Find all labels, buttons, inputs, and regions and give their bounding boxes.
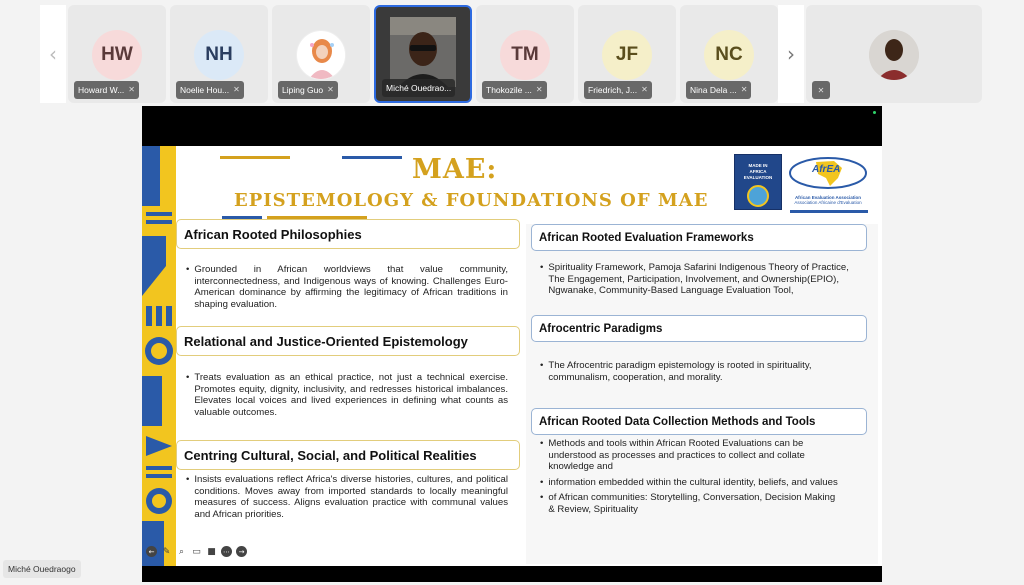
presentation-slide (142, 146, 882, 566)
participant-tile[interactable] (680, 5, 778, 103)
participant-name-tag: Liping Guo ✕ (278, 81, 338, 99)
mic-muted-icon: ✕ (740, 85, 748, 94)
section-heading: African Rooted Evaluation Frameworks (531, 224, 867, 251)
participant-strip (40, 5, 982, 103)
next-slide-icon[interactable]: → (236, 546, 247, 557)
participant-tile[interactable] (170, 5, 268, 103)
decorative-bar (220, 156, 290, 159)
next-participants-button[interactable] (778, 5, 804, 103)
participant-tile[interactable] (578, 5, 676, 103)
participant-tile[interactable] (68, 5, 166, 103)
section-body: • Treats evaluation as an ethical practice, not just a technical exercise. Promotes equity, dignity, inclusivity, and redresses historical imbalances. Elevates local voices and lived experiences in defining what counts as valuable outcomes. (186, 372, 508, 418)
captions-icon[interactable]: ▭ (192, 546, 201, 557)
mic-muted-icon: ✕ (233, 85, 240, 94)
decorative-bar (342, 156, 402, 159)
section-body: • Grounded in African worldviews that value community, interconnectedness, and Indigenous ways of knowing. Challenges Euro-American dominance by affirming the legitimacy of African traditions in shaping evaluation. (186, 264, 508, 310)
participant-name-tag: Noelie Hou... ✕ (176, 81, 244, 99)
more-options-icon[interactable]: ⋯ (223, 547, 230, 556)
section-heading: Afrocentric Paradigms (531, 315, 867, 342)
avatar: NC (704, 30, 754, 80)
previous-slide-icon[interactable]: ← (146, 546, 157, 557)
avatar-photo (869, 30, 919, 80)
section-heading: African Rooted Data Collection Methods and Tools (531, 408, 867, 435)
slide-subtitle: EPISTEMOLOGY & FOUNDATIONS OF MAE (234, 190, 709, 211)
participant-name-tag: Friedrich, J... ✕ (584, 81, 652, 99)
section-body: • Methods and tools within African Rooted Evaluations can be understood as processes and practices to collect and collate knowledge and • information embedded within the cultural identity, beliefs, and values • of African communities: Storytelling, Conversation, Decision Making & Review, Spirituality (540, 438, 838, 515)
mic-muted-icon: ✕ (812, 81, 830, 99)
participant-tile-active-speaker[interactable] (374, 5, 472, 103)
section-heading: African Rooted Philosophies (176, 219, 520, 249)
sharing-indicator-icon (873, 111, 876, 114)
video-icon[interactable]: ■ (207, 546, 216, 557)
zoom-icon[interactable]: ⌕ (178, 546, 185, 557)
decorative-bar (790, 210, 868, 213)
mic-muted-icon: ✕ (327, 85, 334, 94)
slide-title: MAE: (412, 154, 498, 185)
video-feed (390, 17, 456, 87)
section-body: • The Afrocentric paradigm epistemology is rooted in spirituality, communalism, cooperation, and morality. (540, 360, 812, 383)
pen-icon[interactable]: ✎ (162, 546, 171, 557)
participant-tile[interactable] (476, 5, 574, 103)
shared-screen (142, 106, 882, 582)
section-heading: Centring Cultural, Social, and Political Realities (176, 440, 520, 470)
mic-muted-icon: ✕ (535, 85, 543, 94)
african-pattern-border (142, 146, 176, 566)
section-heading: Relational and Justice-Oriented Epistemology (176, 326, 520, 356)
previous-participants-button[interactable] (40, 5, 66, 103)
chevron-left-icon: ‹ (49, 42, 57, 66)
avatar: TM (500, 30, 550, 80)
participant-name-tag: Thokozile ... ✕ (482, 81, 547, 99)
avatar-photo (296, 30, 346, 80)
made-in-africa-evaluation-logo: MADE IN AFRICA EVALUATION (734, 154, 782, 210)
avatar: HW (92, 30, 142, 80)
participant-name-tag: Nina Dela ... ✕ (686, 81, 751, 99)
avatar: NH (194, 30, 244, 80)
presenter-name-label: Miché Ouedraogo (3, 560, 81, 578)
chevron-right-icon: › (787, 42, 795, 66)
avatar: JF (602, 30, 652, 80)
afrea-logo: AfrEA African Evaluation Association Association Africaine d'Evaluation (786, 156, 870, 206)
section-body: • Spirituality Framework, Pamoja Safarini Indigenous Theory of Practice, The Engagement, Participation, Involvement, and Ownership(EPIO), Ngwanake, Community-Based Language Evaluation Tool, (540, 262, 849, 297)
section-body: • Insists evaluations reflect Africa's diverse histories, cultures, and political conditions. Moves away from imported standards to locally meaningful measures of success. Aligns evaluation practice with communal values and African priorities. (186, 474, 508, 520)
slide-toolbar (146, 546, 247, 557)
participant-tile[interactable] (806, 5, 982, 103)
mic-muted-icon: ✕ (128, 85, 135, 94)
participant-name-tag: Howard W... ✕ (74, 81, 139, 99)
participant-name-tag: Miché Ouedrao... (382, 79, 455, 97)
mic-muted-icon: ✕ (641, 85, 648, 94)
participant-tile[interactable] (272, 5, 370, 103)
